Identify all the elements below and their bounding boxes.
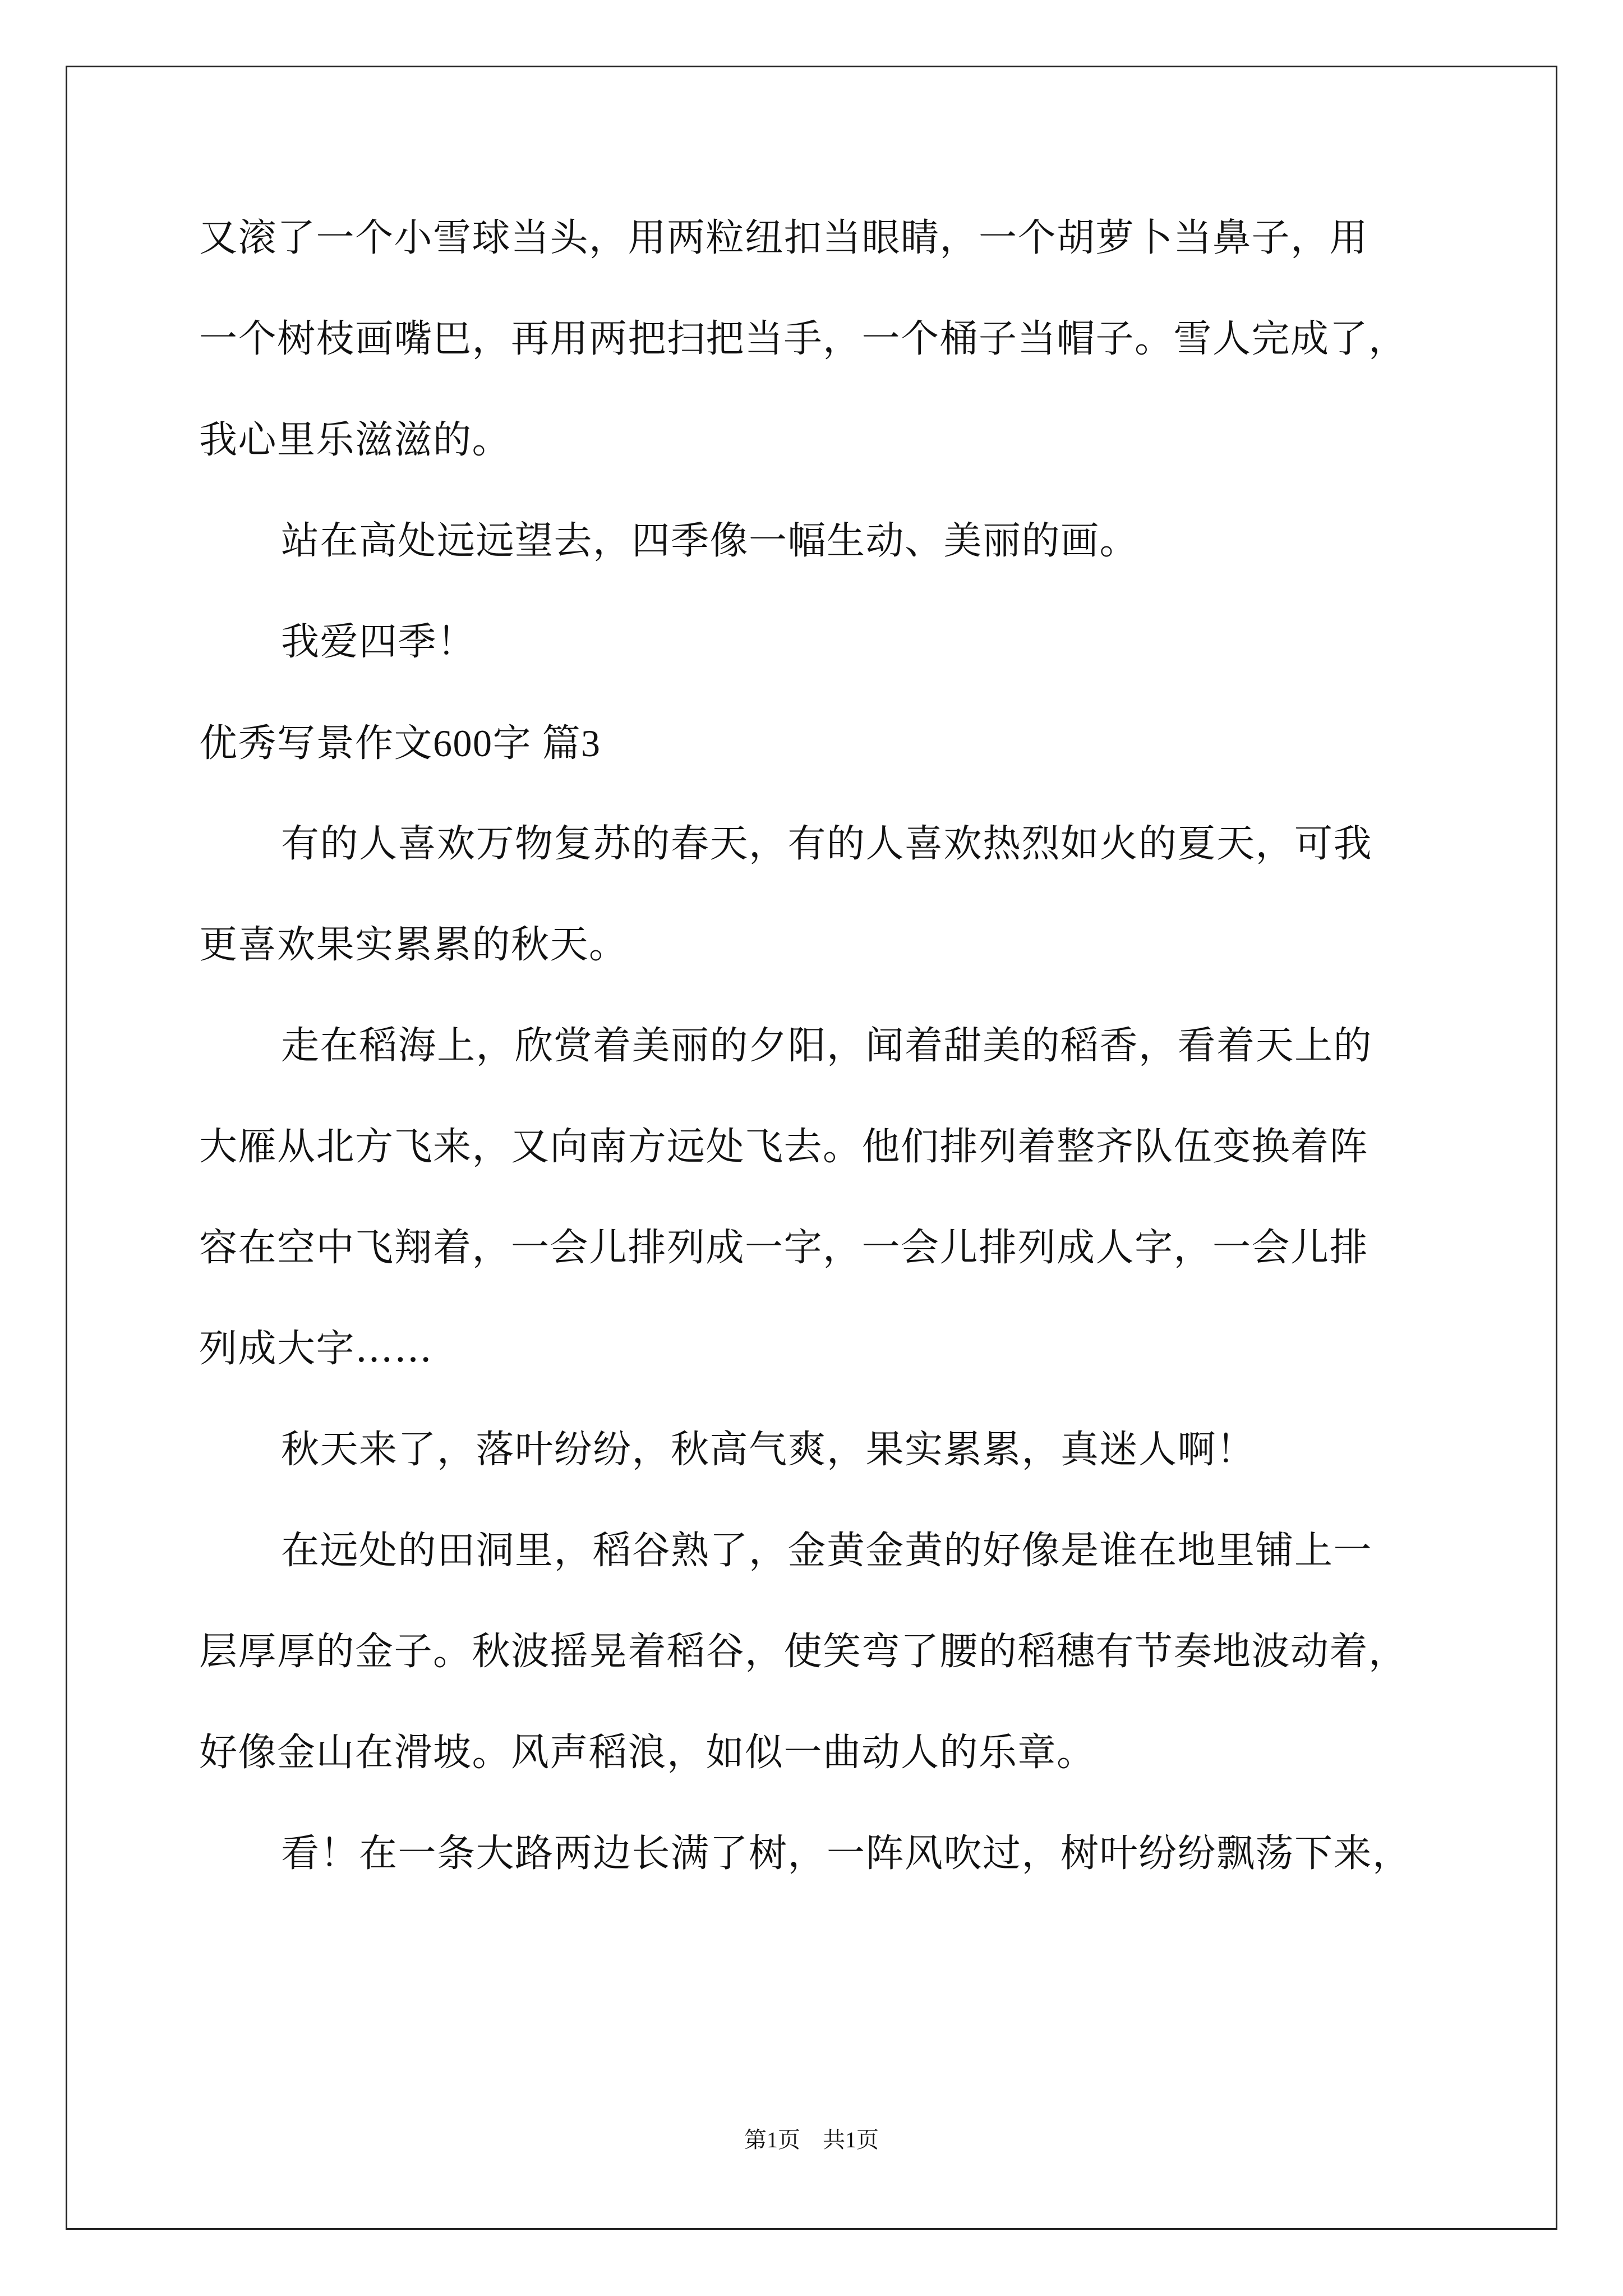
paragraph-first-line: 看！在一条大路两边长满了树，一阵风吹过，树叶纷纷飘荡下来， bbox=[281, 1832, 1412, 1876]
paragraph-first-line: 有的人喜欢万物复苏的春天，有的人喜欢热烈如火的夏天，可我 bbox=[281, 822, 1373, 866]
paragraph-first-line: 秋天来了，落叶纷纷，秋高气爽，果实累累，真迷人啊！ bbox=[281, 1428, 1256, 1472]
page-number-current: 第1页 bbox=[744, 2127, 800, 2152]
paragraph-first-line: 在远处的田洞里，稻谷熟了，金黄金黄的好像是谁在地里铺上一 bbox=[281, 1529, 1373, 1573]
text-line: 好像金山在滑坡。风声稻浪，如似一曲动人的乐章。 bbox=[199, 1731, 1096, 1775]
paragraph-first-line: 我爱四季！ bbox=[281, 620, 476, 664]
text-line: 更喜欢果实累累的秋天。 bbox=[199, 923, 628, 967]
text-line: 又滚了一个小雪球当头，用两粒纽扣当眼睛，一个胡萝卜当鼻子，用 bbox=[199, 216, 1369, 260]
page-number-total: 共1页 bbox=[823, 2127, 879, 2152]
paragraph-first-line: 站在高处远远望去，四季像一幅生动、美丽的画。 bbox=[281, 519, 1139, 563]
page-footer bbox=[0, 2126, 1623, 2154]
text-line: 大雁从北方飞来，又向南方远处飞去。他们排列着整齐队伍变换着阵 bbox=[199, 1125, 1369, 1169]
text-line: 一个树枝画嘴巴，再用两把扫把当手，一个桶子当帽子。雪人完成了， bbox=[199, 317, 1408, 361]
text-line: 层厚厚的金子。秋波摇晃着稻谷，使笑弯了腰的稻穗有节奏地波动着， bbox=[199, 1630, 1408, 1674]
section-heading: 优秀写景作文600字 篇3 bbox=[199, 722, 601, 765]
text-line: 容在空中飞翔着，一会儿排列成一字，一会儿排列成人字，一会儿排 bbox=[199, 1226, 1369, 1270]
text-line: 我心里乐滋滋的。 bbox=[199, 418, 511, 462]
text-line: 列成大字…… bbox=[199, 1327, 434, 1371]
paragraph-first-line: 走在稻海上，欣赏着美丽的夕阳，闻着甜美的稻香，看着天上的 bbox=[281, 1024, 1373, 1068]
